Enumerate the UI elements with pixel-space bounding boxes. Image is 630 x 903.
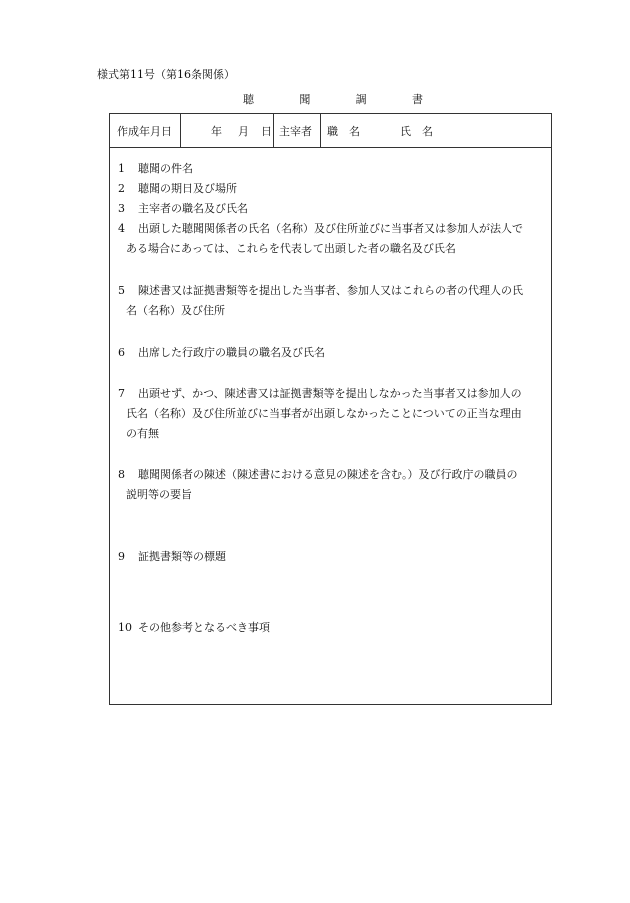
presider-label: 主宰者 [274, 114, 321, 147]
name-label: 氏 名 [400, 124, 433, 138]
list-item: 2 聴聞の期日及び場所 [118, 182, 237, 195]
list-item: 8 聴聞関係者の陳述（陳述書における意見の陳述を含む。）及び行政庁の職員の 説明等の要旨 [118, 468, 518, 501]
list-item: 7 出頭せず、かつ、陳述書又は証拠書類等を提出しなかった当事者又は参加人の 氏名（名称）及び住所並びに当事者が出頭しなかったことについての正当な理由 の有無 [118, 387, 522, 440]
header-row [110, 114, 551, 148]
list-item: 3 主宰者の職名及び氏名 [118, 202, 248, 215]
day-label: 日 [261, 124, 272, 138]
list-item: 4 出頭した聴聞関係者の氏名（名称）及び住所並びに当事者又は参加人が法人で ある場合にあっては、これらを代表して出頭した者の職名及び氏名 [118, 222, 523, 255]
title-char-1: 聴 [243, 93, 254, 106]
post-label: 職 名 [327, 124, 360, 138]
month-label: 月 [238, 124, 249, 138]
list-item: 5 陳述書又は証拠書類等を提出した当事者、参加人又はこれらの者の代理人の氏 名（名称）及び住所 [118, 284, 523, 317]
list-item: 1 聴聞の件名 [118, 162, 193, 175]
presider-field[interactable] [321, 114, 551, 147]
list-item: 10 その他参考となるべき事項 [118, 621, 270, 634]
list-item: 6 出席した行政庁の職員の職名及び氏名 [118, 346, 325, 359]
date-field[interactable] [181, 114, 274, 147]
date-label: 作成年月日 [110, 114, 181, 147]
title-char-4: 書 [411, 93, 423, 106]
list-item: 9 証拠書類等の標題 [118, 550, 226, 563]
document-title [243, 91, 423, 107]
form-number: 様式第11号（第16条関係） [97, 68, 235, 81]
form-frame [109, 113, 552, 705]
title-char-3: 調 [355, 93, 367, 106]
title-char-2: 聞 [299, 93, 311, 106]
year-label: 年 [211, 124, 222, 138]
